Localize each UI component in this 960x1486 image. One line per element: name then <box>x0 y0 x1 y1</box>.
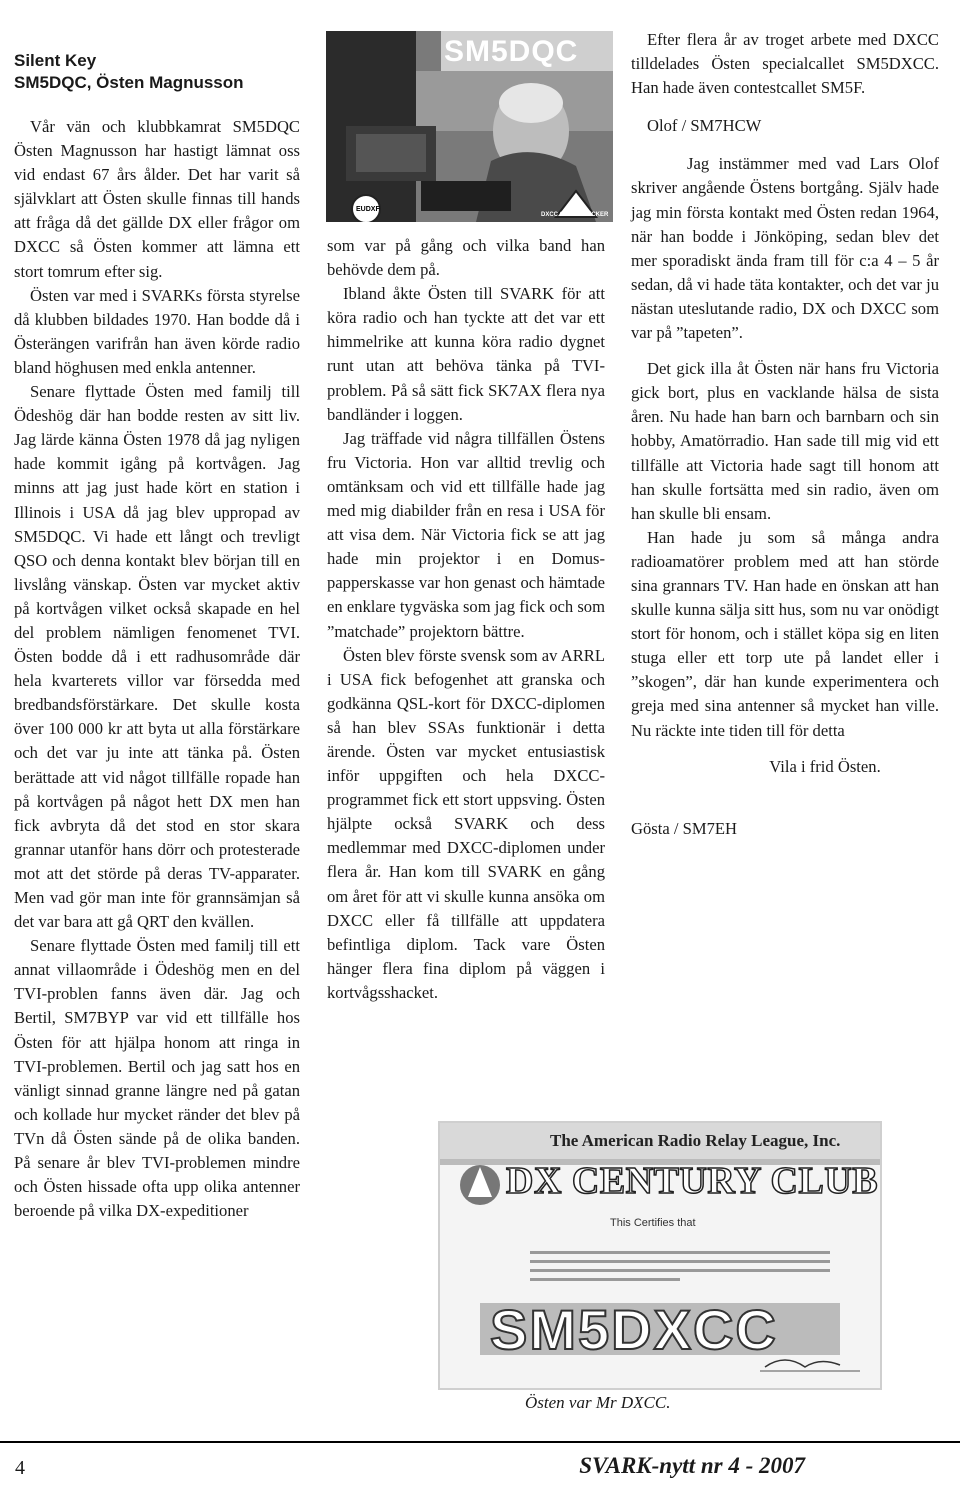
paragraph: Vår vän och klubbkamrat SM5DQC Östen Magnusson har hastigt lämnat oss vid endast 67 års ålder. Det har varit så självklart att Östen skulle finnas till hands att fråga då det gällde DX eller frågor om DXCC så Östen kommer att lämna ett stort tomrum efter sig. <box>14 117 300 281</box>
certificate-header: The American Radio Relay League, Inc. <box>550 1131 841 1150</box>
certificate-body-lines <box>530 1251 830 1281</box>
paragraph: Han hade ju som så många andra radioamatörer problem med att han störde sina grannars TV. Han hade en önskan att han skulle kunna sälja sitt hus, som nu var onödigt stort för honom, och i stället köpa sig en liten stuga eller ett torp ute på landet eller i ”skogen”, där han kunde experimentera och greja med sina antenner så mycket han ville. Nu räckte inte tiden till för detta <box>631 527 939 740</box>
signature-gosta: Gösta / SM7EH <box>631 818 738 838</box>
certificate-title: DX CENTURY CLUB <box>506 1160 879 1202</box>
certificate-callsign: SM5DXCC <box>490 1298 778 1361</box>
paragraph: Senare flyttade Östen med familj till ett annat villaområde i Ödeshög men en del TVI-problen fanns även där. Jag och Bertil, SM7BYP var vid ett tillfälle hos Östen för att hjälpa honom att ringa in TVI-problemen. Bertil och jag satt hos en vänligt sinnad granne längre ned på gatan och kollade hur mycket ränder det blev på TVn då Östen sände på de olika banden. På senare år blev TVI-problemen mindre och Östen hissade ofta upp olika antenner beroende på vilka DX-expeditioner <box>14 936 300 1221</box>
paragraph: Östen blev förste svensk som av ARRL i USA fick befogenhet att granska och godkänna QSL-kort för DXCC-diplomen så han blev SSAs funktionär i detta ärende. Östen var mycket entusiastisk inför uppgiften och hela DXCC-programmet fick ett stort uppsving. Östen hjälpte också SVARK och dess medlemmar med DXCC-diplomen under flera år. Han kom till SVARK en gång om året för att vi skulle kunna ansöka om DXCC eller få tillfälle att uppdatera befintliga diplom. Tack vare Östen hänger flera fina diplom på väggen i kortvågsshacket. <box>327 645 605 1002</box>
paragraph: Jag instämmer med vad Lars Olof skriver angående Östens bortgång. Själv hade jag min första kontakt med Östen redan 1964, när han bodde i Jönköping, sedan blev det mer sporadiskt ända fram till för c:a 4 – 5 år sedan, då vi hade täta kontakter, och det var ju nästan uteslutande radio, DX och DXCC som var på ”tapeten”. <box>631 154 939 343</box>
paragraph: Det gick illa åt Östen när hans fru Victoria gick bort, plus en vacklande hälsa de sista åren. Nu hade han barn och barnbarn och sin hobby, Amatörradio. Han sade till mig vid ett tillfälle att Victoria hade sagt till honom att han skulle fortsätta med sin radio, även om han skulle bli ensam. <box>631 359 939 523</box>
eudxf-badge: EUDXF <box>356 206 380 213</box>
operator-photo <box>326 31 613 222</box>
signature-olof: Olof / SM7HCW <box>647 116 762 136</box>
article-column-2 <box>327 234 605 1005</box>
paragraph: Ibland åkte Östen till SVARK för att köra radio och han tyckte att det var ett himmelrike att kunna köra radio dygnet runt utan att behöva tänka på TVI-problem. På så sätt fick SK7AX flera nya bandländer i loggen. <box>327 284 605 424</box>
page-number: 4 <box>15 1457 25 1479</box>
article-title <box>14 50 300 94</box>
article-column-1 <box>14 50 300 1223</box>
paragraph: Efter flera år av troget arbete med DXCC tilldelades Östen specialcallet SM5DXCC. Han hade även contestcallet SM5F. <box>631 30 939 98</box>
dxcc-card-checker-badge: DXCC CARD CHECKER <box>541 212 609 218</box>
farewell-line: Vila i frid Östen. <box>769 756 881 776</box>
certificate-certifies: This Certifies that <box>610 1217 696 1229</box>
paragraph: Östen var med i SVARKs första styrelse då klubben bildades 1970. Han bodde då i Österängen varifrån han även körde radio bland höghusen med enkla antenner. <box>14 285 300 377</box>
photo-caption: Östen var Mr DXCC. <box>525 1393 671 1412</box>
dxcc-certificate <box>438 1121 882 1390</box>
title-line-1: Silent Key <box>14 51 97 70</box>
paragraph: som var på gång och vilka band han behövde dem på. <box>327 236 605 280</box>
article-column-3 <box>631 28 939 841</box>
photo-banner-text: SM5DQC <box>444 35 579 68</box>
paragraph: Jag träffade vid några tillfällen Östens fru Victoria. Hon var alltid trevlig och omtänksam och vid ett tillfälle hade jag med mig diabilder från en resa i USA för att visa dem. När Victoria fick se att jag hade min projektor i en Domus-papperskasse var hon genast och hämtade en enklare tygväska som jag fick och som ”matchade” projektorn bättre. <box>327 428 605 641</box>
magazine-issue: SVARK-nytt nr 4 - 2007 <box>579 1453 805 1478</box>
paragraph: Senare flyttade Östen med familj till Ödeshög där han bodde resten av sitt liv. Jag lärde känna Östen 1978 då jag nyligen hade kommit igång på kortvågen. Jag minns att jag just hade kört en station i Illinois i USA då jag blev uppropad av SM5DQC. Vi hade ett långt och trevligt QSO och denna kontakt blev början till en livslång vänskap. Östen var mycket aktiv på kortvågen vilket också skapade en hel del problem nämligen fenomenet TVI. Östen bodde då i ett radhusområde där hela kvarterets villor var försedda med bredbandsförstärkare. Det skulle kosta över 100 000 kr att byta ut alla förstärkare och det var ju inte att tänka på. Östen berättade att vid något tillfälle ropade han på kortvågen på något hett DX men han fick avbryta då det stod en stor skara grannar utanför hans dörr och protesterade mot att det störde på deras TV-apparater. Men vad gör man inte för grannsämjan så det var bara att gå QRT den kvällen. <box>14 382 300 932</box>
title-line-2: SM5DQC, Östen Magnusson <box>14 73 244 92</box>
footer-divider <box>0 1441 960 1443</box>
